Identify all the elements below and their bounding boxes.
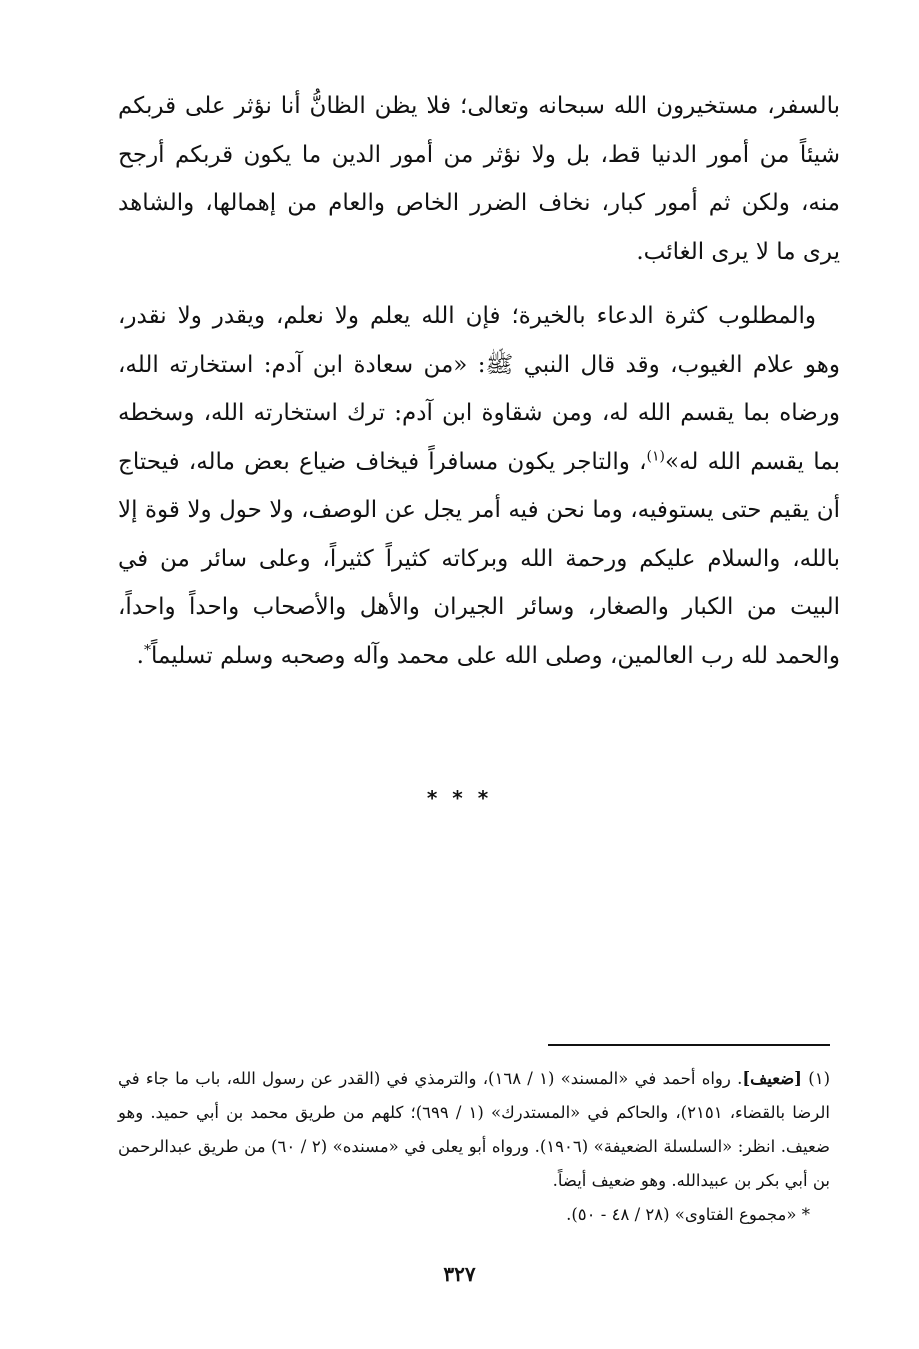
footnote-reference-1[interactable]: (١)	[646, 447, 665, 464]
footnote-1	[118, 1062, 830, 1198]
page-number: ٣٢٧	[443, 1262, 476, 1286]
footnotes	[118, 1062, 830, 1232]
footnote-1-text: . رواه أحمد في «المسند» (١ / ١٦٨)، والترمذي في (القدر عن رسول الله، باب ما جاء في الرضا بالقضاء، ٢١٥١)، والحاكم في «المستدرك» (١ / ٦٩٩)؛ كلهم من طريق محمد بن أبي حميد. وهو ضعيف. انظر: «السلسلة الضعيفة» (١٩٠٦). ورواه أبو يعلى في «مسنده» (٢ / ٦٠) من طريق عبدالرحمن بن أبي بكر بن عبيدالله. وهو ضعيف أيضاً.	[118, 1069, 830, 1190]
paragraph-1-text: بالسفر، مستخيرون الله سبحانه وتعالى؛ فلا يظن الظانُّ أنا نؤثر على قربكم شيئاً من أمور الدنيا قط، بل ولا نؤثر من أمور الدين ما يكون قربكم أرجح منه، ولكن ثم أمور كبار، نخاف الضرر الخاص والعام من إهمالها، والشاهد يرى ما لا يرى الغائب.	[118, 93, 840, 265]
footnote-star	[118, 1198, 830, 1232]
paragraph-2-text-after-ref: ، والتاجر يكون مسافراً فيخاف ضياع بعض ماله، فيحتاج أن يقيم حتى يستوفيه، وما نحن فيه أمر يجل عن الوصف، ولا حول ولا قوة إلا بالله، والسلام عليكم ورحمة الله وبركاته كثيراً كثيراً، وعلى سائر من في البيت من الكبار والصغار، وسائر الجيران والأهل والأصحاب واحداً واحداً، والحمد لله رب العالمين، وصلى الله على محمد وآله وصحبه وسلم تسليماً	[118, 448, 840, 669]
paragraph-1	[118, 82, 840, 276]
footnote-divider	[548, 1044, 830, 1046]
source-star-marker[interactable]: *	[143, 641, 151, 658]
paragraph-2-end: .	[136, 642, 144, 669]
main-text	[118, 82, 840, 680]
paragraph-2	[118, 292, 840, 680]
footnote-star-mark: *	[801, 1205, 810, 1224]
footnote-1-grade: [ضعيف]	[742, 1069, 802, 1088]
footnote-star-text: «مجموع الفتاوى» (٢٨ / ٤٨ - ٥٠).	[566, 1205, 797, 1224]
section-separator: * * *	[426, 786, 493, 810]
paragraph-2-text-before-ref: والمطلوب كثرة الدعاء بالخيرة؛ فإن الله يعلم ولا نعلم، ويقدر ولا نقدر، وهو علام الغيوب، وقد قال النبي ﷺ: «من سعادة ابن آدم: استخارته الله، ورضاه بما يقسم الله له، ومن شقاوة ابن آدم: ترك استخارته الله، وسخطه بما يقسم الله له»	[118, 303, 840, 475]
footnote-1-number: (١)	[808, 1069, 830, 1088]
